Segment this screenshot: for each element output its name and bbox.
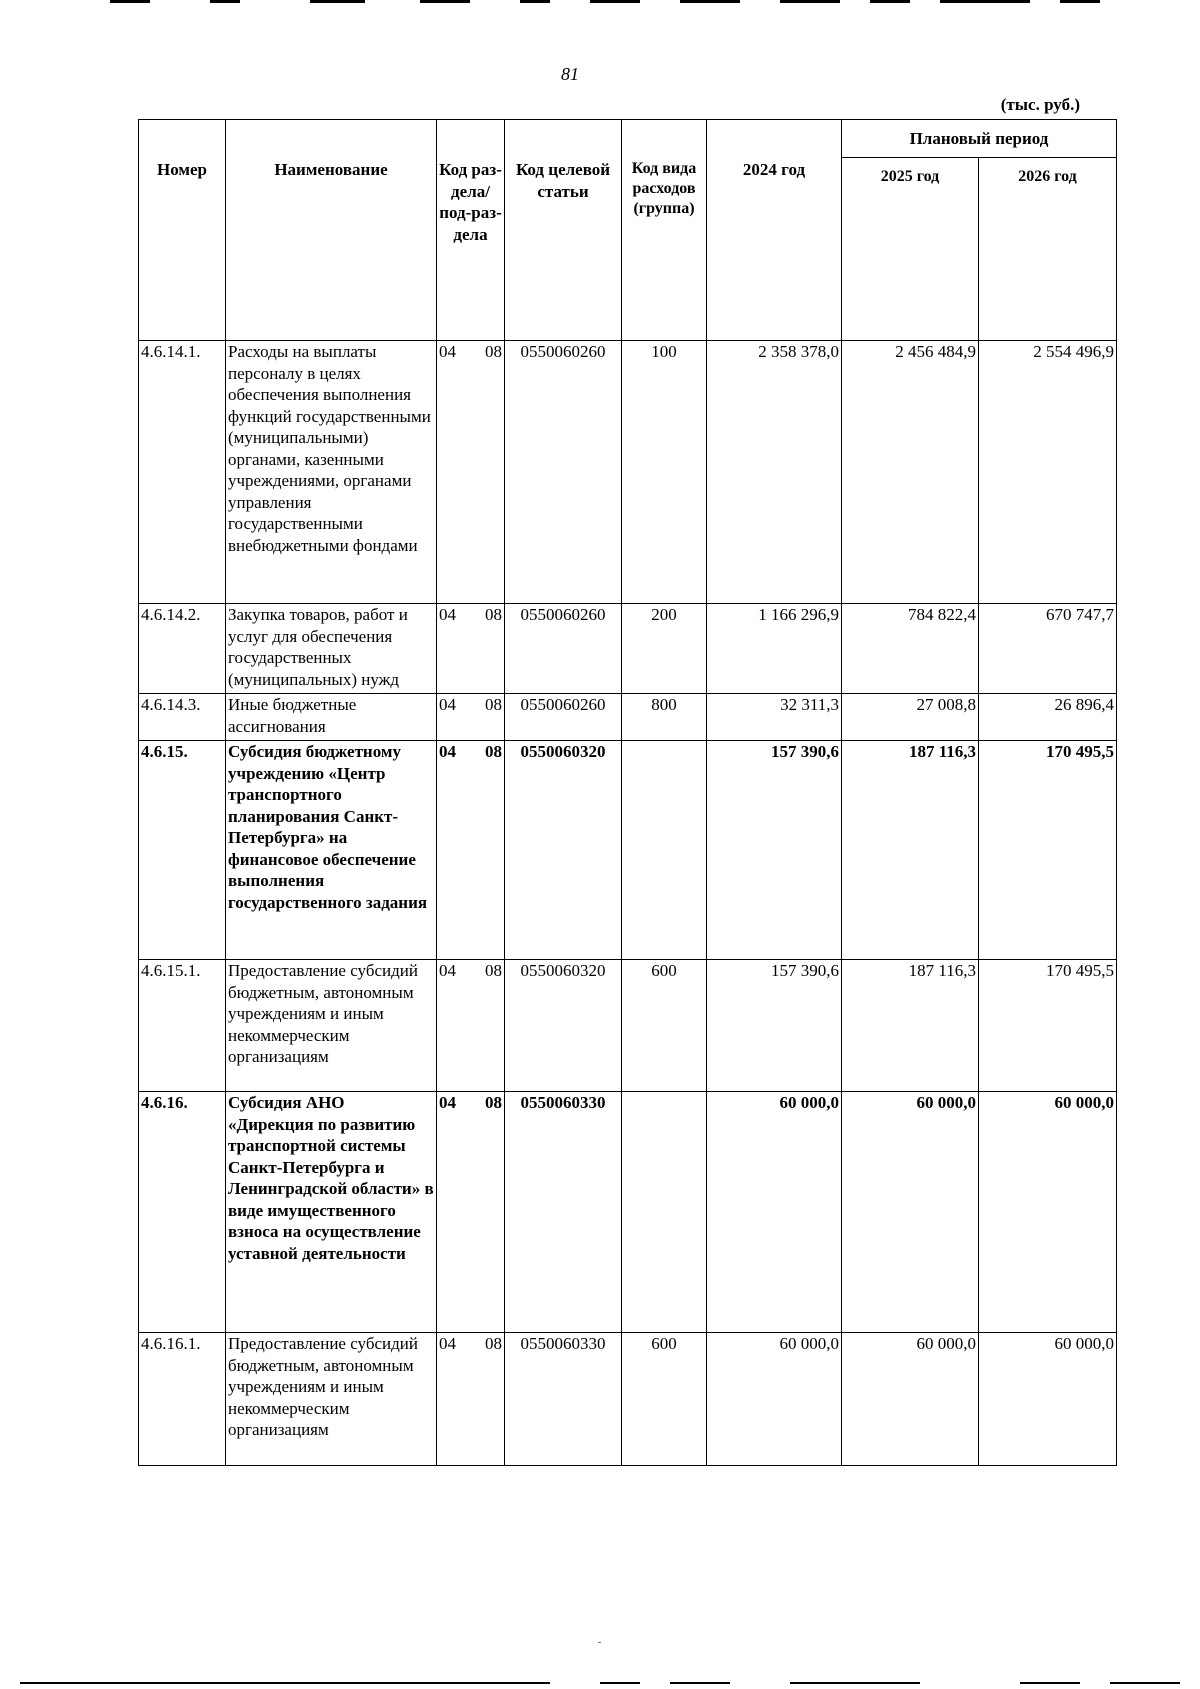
row-value-2024: 32 311,3	[707, 694, 842, 741]
row-target-code: 0550060330	[505, 1333, 622, 1466]
row-section-code	[437, 341, 505, 604]
podrazdel-code: 08	[485, 605, 502, 624]
row-value-2026: 170 495,5	[979, 960, 1117, 1092]
row-value-2024: 60 000,0	[707, 1092, 842, 1333]
table-row	[139, 1092, 1117, 1333]
razdel-code: 04	[439, 1334, 456, 1353]
row-value-2024: 1 166 296,9	[707, 604, 842, 694]
row-name: Иные бюджетные ассигнования	[226, 694, 437, 741]
table-row	[139, 694, 1117, 741]
row-name: Предоставление субсидий бюджетным, автономным учреждениям и иным некоммерческим организациям	[226, 960, 437, 1092]
row-name: Расходы на выплаты персоналу в целях обеспечения выполнения функций государственными (муниципальными) органами, казенными учреждениями, органами управления государственными внебюджетными фондами	[226, 341, 437, 604]
row-section-code	[437, 694, 505, 741]
row-number: 4.6.15.	[139, 741, 226, 960]
row-target-code: 0550060260	[505, 341, 622, 604]
table-row	[139, 960, 1117, 1092]
row-target-code: 0550060260	[505, 604, 622, 694]
row-expense-type	[622, 1092, 707, 1333]
row-value-2025: 2 456 484,9	[842, 341, 979, 604]
header-year-2026: 2026 год	[979, 158, 1117, 341]
header-row-1	[139, 120, 1117, 158]
row-section-code	[437, 1092, 505, 1333]
row-number: 4.6.16.1.	[139, 1333, 226, 1466]
row-target-code: 0550060320	[505, 741, 622, 960]
row-number: 4.6.15.1.	[139, 960, 226, 1092]
header-target-code: Код целевой статьи	[505, 120, 622, 341]
row-target-code: 0550060330	[505, 1092, 622, 1333]
header-name: Наименование	[226, 120, 437, 341]
razdel-code: 04	[439, 742, 456, 761]
podrazdel-code: 08	[485, 961, 502, 980]
row-section-code	[437, 604, 505, 694]
header-section-code: Код раз-дела/ под-раз-дела	[437, 120, 505, 341]
row-section-code	[437, 960, 505, 1092]
row-value-2026: 26 896,4	[979, 694, 1117, 741]
row-value-2025: 784 822,4	[842, 604, 979, 694]
row-number: 4.6.16.	[139, 1092, 226, 1333]
table-row	[139, 604, 1117, 694]
header-expense-type-code: Код вида расходов (группа)	[622, 120, 707, 341]
row-value-2026: 170 495,5	[979, 741, 1117, 960]
razdel-code: 04	[439, 1093, 456, 1112]
row-target-code: 0550060260	[505, 694, 622, 741]
podrazdel-code: 08	[485, 342, 502, 361]
scan-bottom-edge	[20, 1682, 1180, 1686]
podrazdel-code: 08	[485, 742, 502, 761]
row-value-2025: 187 116,3	[842, 741, 979, 960]
row-value-2026: 670 747,7	[979, 604, 1117, 694]
row-number: 4.6.14.1.	[139, 341, 226, 604]
row-section-code	[437, 1333, 505, 1466]
row-expense-type: 600	[622, 1333, 707, 1466]
row-value-2024: 157 390,6	[707, 741, 842, 960]
podrazdel-code: 08	[485, 1334, 502, 1353]
row-value-2025: 187 116,3	[842, 960, 979, 1092]
scan-speck	[598, 1642, 601, 1643]
razdel-code: 04	[439, 605, 456, 624]
row-value-2026: 2 554 496,9	[979, 341, 1117, 604]
row-expense-type	[622, 741, 707, 960]
row-number: 4.6.14.3.	[139, 694, 226, 741]
row-name: Субсидия АНО «Дирекция по развитию транспортной системы Санкт-Петербурга и Ленинградской области» в виде имущественного взноса на осуществление уставной деятельности	[226, 1092, 437, 1333]
row-expense-type: 600	[622, 960, 707, 1092]
row-value-2026: 60 000,0	[979, 1092, 1117, 1333]
table-row	[139, 741, 1117, 960]
budget-table	[138, 119, 1117, 1466]
row-number: 4.6.14.2.	[139, 604, 226, 694]
scan-top-edge	[20, 0, 1180, 4]
row-name: Предоставление субсидий бюджетным, автономным учреждениям и иным некоммерческим организациям	[226, 1333, 437, 1466]
row-section-code	[437, 741, 505, 960]
row-expense-type: 200	[622, 604, 707, 694]
row-expense-type: 800	[622, 694, 707, 741]
table-row	[139, 341, 1117, 604]
table-row	[139, 1333, 1117, 1466]
podrazdel-code: 08	[485, 695, 502, 714]
header-number: Номер	[139, 120, 226, 341]
row-value-2025: 27 008,8	[842, 694, 979, 741]
razdel-code: 04	[439, 695, 456, 714]
row-name: Закупка товаров, работ и услуг для обеспечения государственных (муниципальных) нужд	[226, 604, 437, 694]
row-value-2026: 60 000,0	[979, 1333, 1117, 1466]
units-label: (тыс. руб.)	[1000, 95, 1080, 114]
razdel-code: 04	[439, 342, 456, 361]
row-value-2024: 157 390,6	[707, 960, 842, 1092]
row-name: Субсидия бюджетному учреждению «Центр транспортного планирования Санкт-Петербурга» на финансовое обеспечение выполнения государственного задания	[226, 741, 437, 960]
row-value-2025: 60 000,0	[842, 1092, 979, 1333]
page-number: 81	[561, 64, 579, 84]
row-expense-type: 100	[622, 341, 707, 604]
row-value-2024: 2 358 378,0	[707, 341, 842, 604]
header-year-2024: 2024 год	[707, 120, 842, 341]
row-target-code: 0550060320	[505, 960, 622, 1092]
row-value-2025: 60 000,0	[842, 1333, 979, 1466]
header-year-2025: 2025 год	[842, 158, 979, 341]
razdel-code: 04	[439, 961, 456, 980]
header-planned-period: Плановый период	[842, 120, 1117, 158]
row-value-2024: 60 000,0	[707, 1333, 842, 1466]
podrazdel-code: 08	[485, 1093, 502, 1112]
